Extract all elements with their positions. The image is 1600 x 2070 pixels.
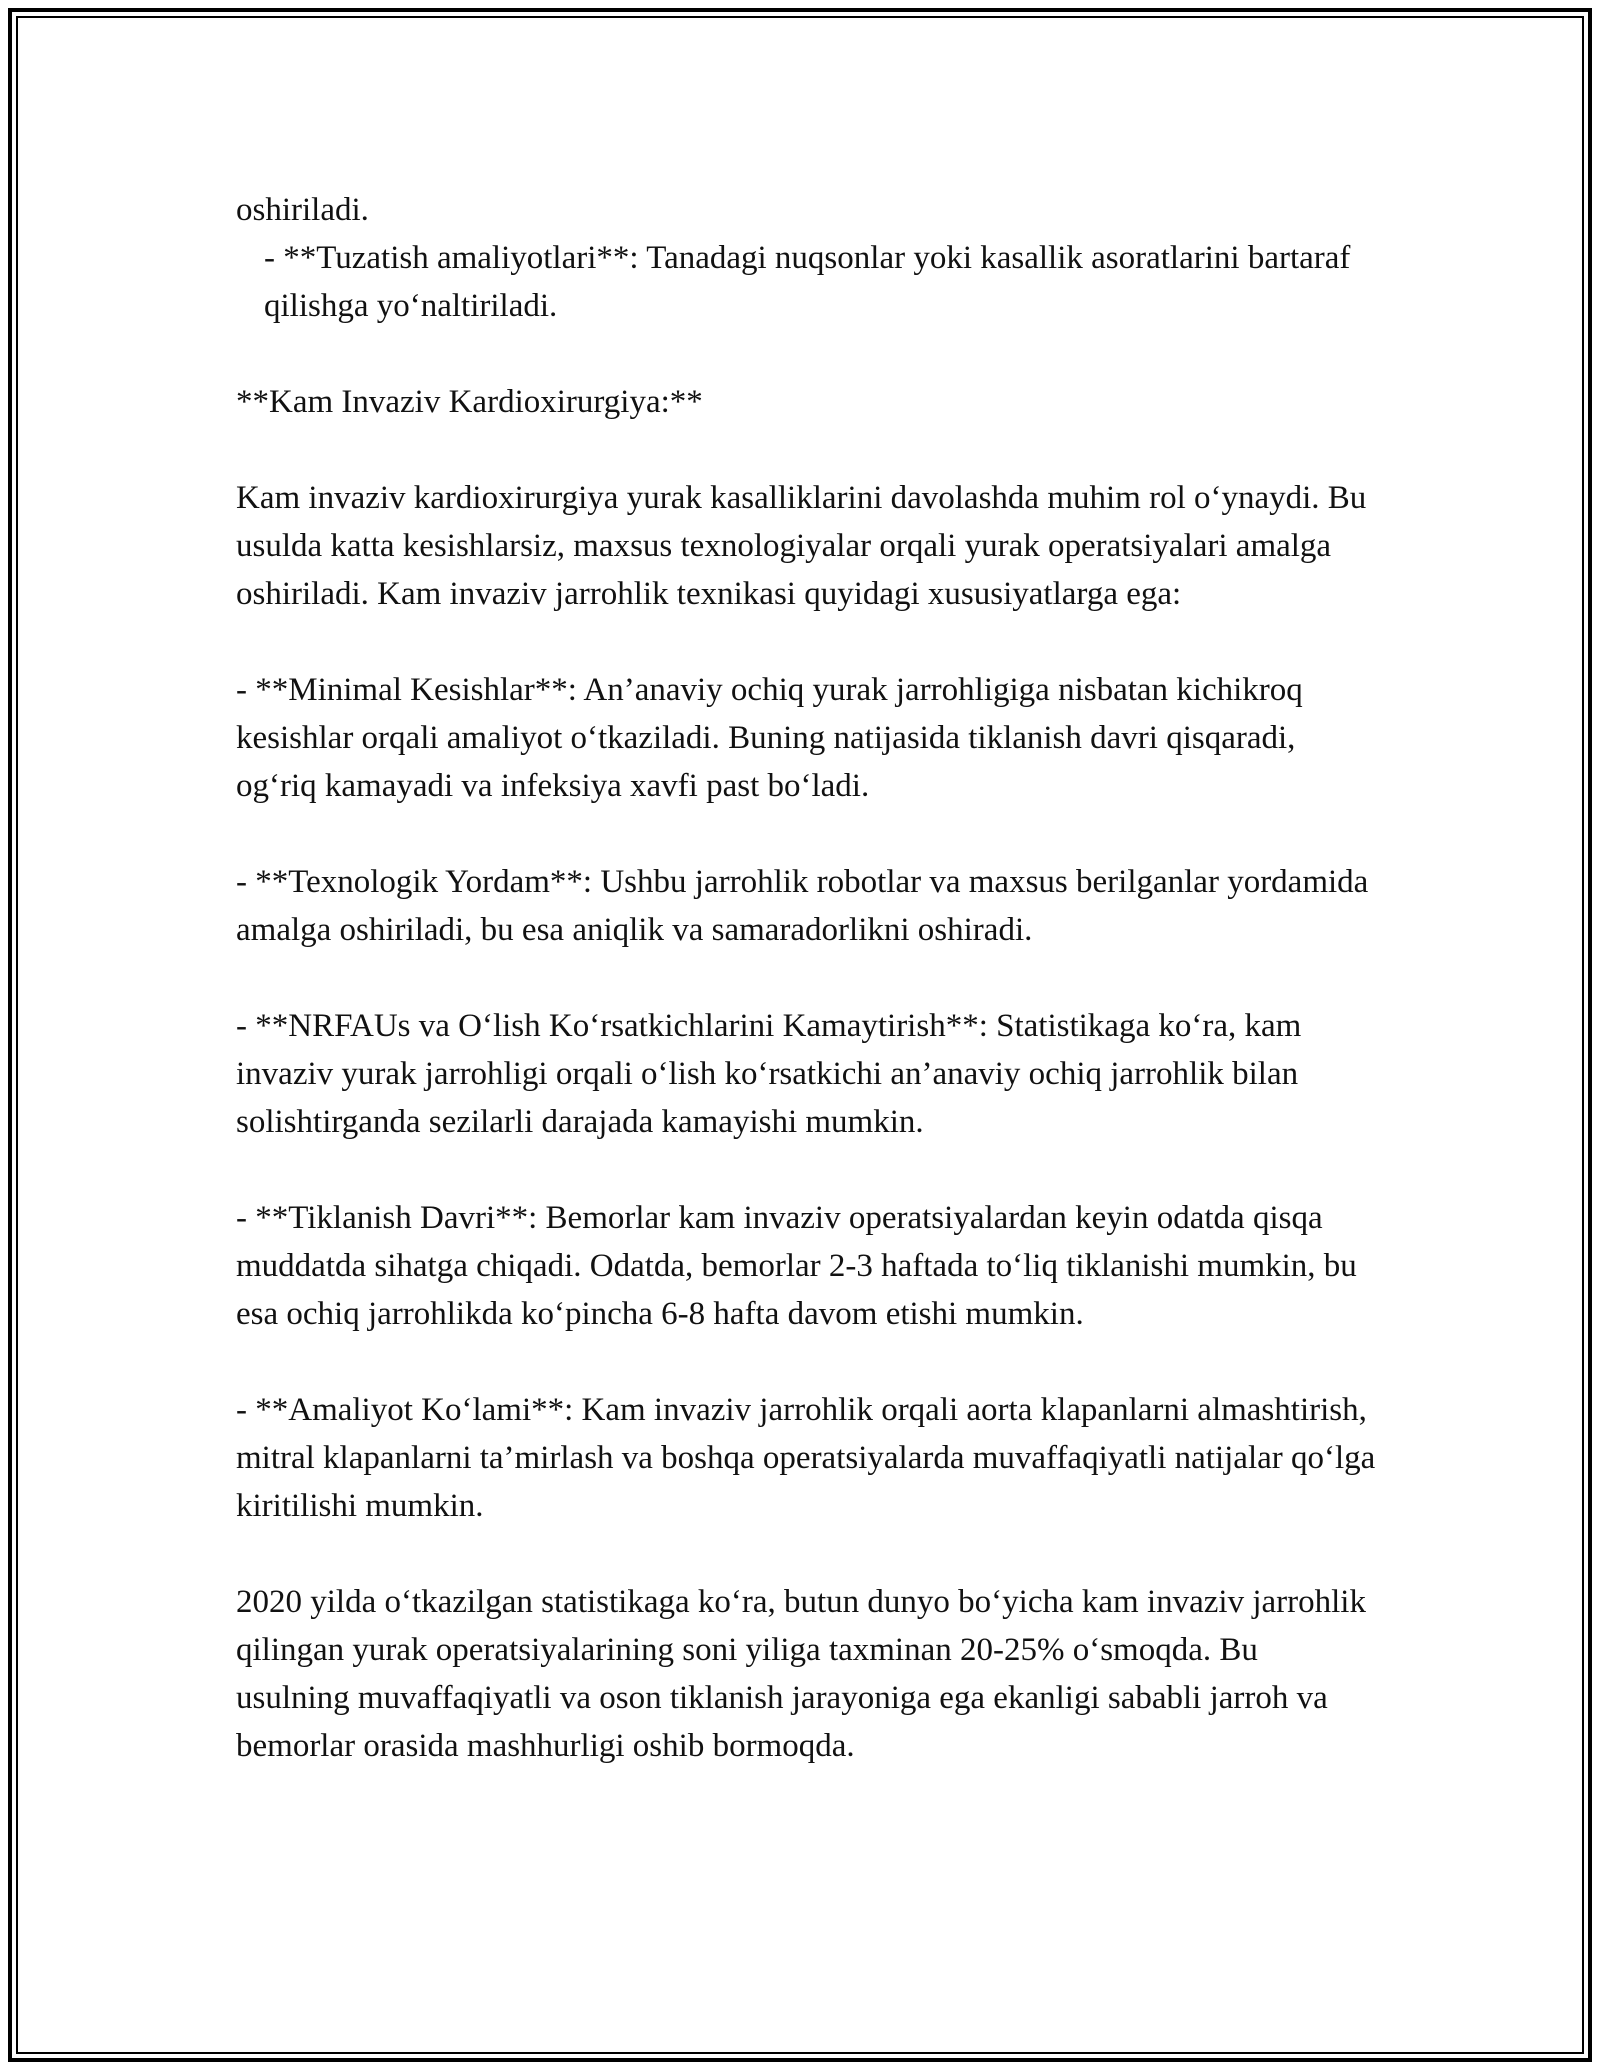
section-heading: **Kam Invaziv Kardioxirurgiya:** <box>236 384 703 420</box>
list-item-recovery-period: - **Tiklanish Davri**: Bemorlar kam invaziv operatsiyalardan keyin odatda qisqa muddatda sihatga chiqadi. Odatda, bemorlar 2-3 haftada to‘liq tiklanishi mumkin, bu esa ochiq jarrohlikda ko‘pincha 6-8 hafta davom etishi mumkin. <box>236 1200 1366 1332</box>
closing-paragraph: 2020 yilda o‘tkazilgan statistikaga ko‘ra, butun dunyo bo‘yicha kam invaziv jarrohlik qilingan yurak operatsiyalarining soni yiliga taxminan 20-25% o‘smoqda. Bu usulning muvaffaqiyatli va oson tiklanish jarayoniga ega ekanligi sababli jarroh va bemorlar orasida mashhurligi oshib bormoqda. <box>236 1584 1375 1764</box>
continuation-text: oshiriladi. <box>236 192 369 228</box>
list-item-corrective-operations: - **Tuzatish amaliyotlari**: Tanadagi nuqsonlar yoki kasallik asoratlarini bartaraf qilishga yo‘naltiriladi. <box>264 240 1359 324</box>
list-item-minimal-incisions: - **Minimal Kesishlar**: An’anaviy ochiq yurak jarrohligiga nisbatan kichikroq kesishlar orqali amaliyot o‘tkaziladi. Buning natijasida tiklanish davri qisqaradi, og‘riq kamayadi va infeksiya xavfi past bo‘ladi. <box>236 672 1312 804</box>
document-body <box>236 186 1384 1770</box>
list-item-operation-scope: - **Amaliyot Ko‘lami**: Kam invaziv jarrohlik orqali aorta klapanlarni almashtirish, mitral klapanlarni ta’mirlash va boshqa operatsiyalarda muvaffaqiyatli natijalar qo‘lga kiritilishi mumkin. <box>236 1392 1384 1524</box>
list-item-mortality-reduction: - **NRFAUs va O‘lish Ko‘rsatkichlarini Kamaytirish**: Statistikaga ko‘ra, kam invaziv yurak jarrohligi orqali o‘lish ko‘rsatkichi an’anaviy ochiq jarrohlik bilan solishtirganda sezilarli darajada kamayishi mumkin. <box>236 1008 1310 1140</box>
intro-paragraph: Kam invaziv kardioxirurgiya yurak kasalliklarini davolashda muhim rol o‘ynaydi. Bu usulda katta kesishlarsiz, maxsus texnologiyalar orqali yurak operatsiyalari amalga oshiriladi. Kam invaziv jarrohlik texnikasi quyidagi xususiyatlarga ega: <box>236 480 1375 612</box>
list-item-technological-support: - **Texnologik Yordam**: Ushbu jarrohlik robotlar va maxsus berilganlar yordamida amalga oshiriladi, bu esa aniqlik va samaradorlikni oshiradi. <box>236 864 1377 948</box>
